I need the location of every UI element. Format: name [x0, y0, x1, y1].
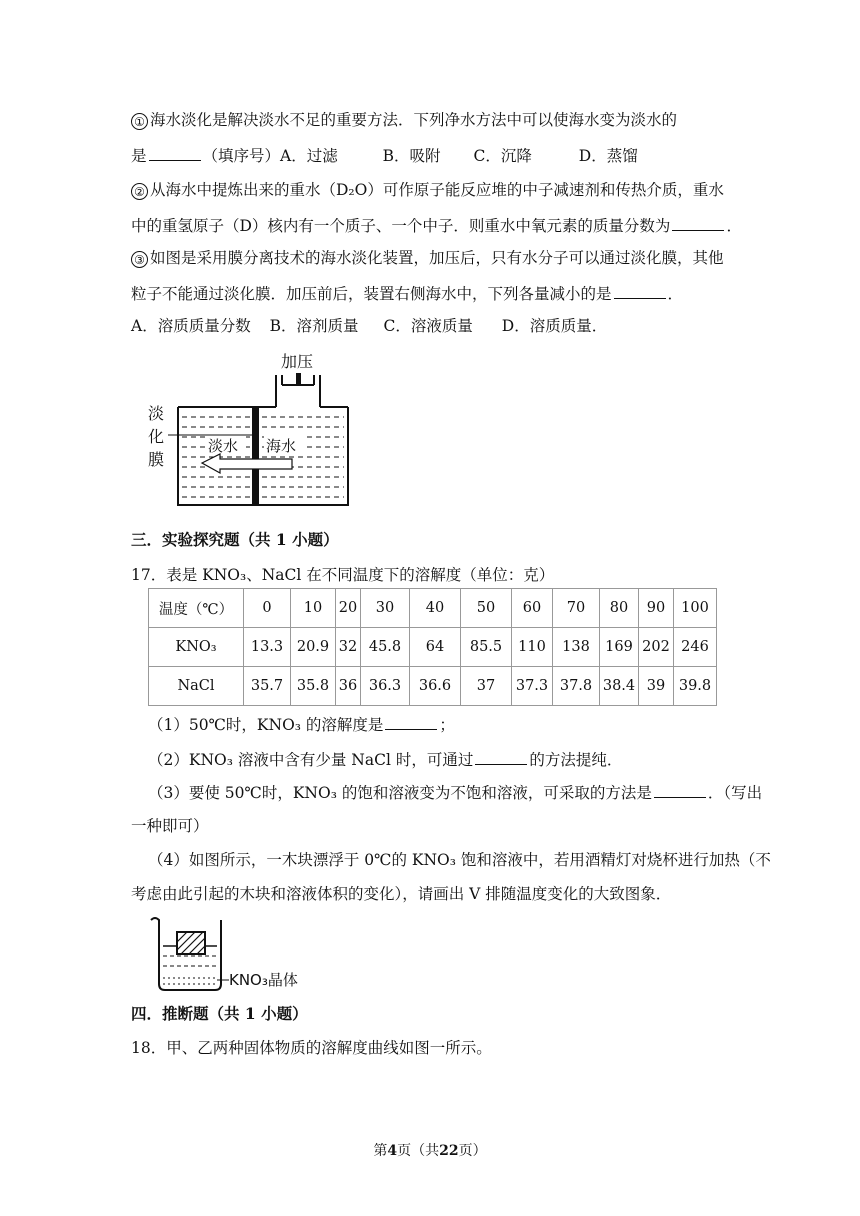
page-footer: 第4页（共22页）: [373, 1143, 487, 1159]
fresh-water-label: 淡水: [208, 437, 239, 455]
q16-p3-options: [131, 316, 607, 336]
section-heading: 三．实验探究题（共 1 小题）: [131, 530, 339, 549]
option-c: C．沉降: [473, 147, 532, 165]
table-cell: 64: [410, 628, 461, 667]
temp-cell: 10: [291, 589, 336, 628]
temp-cell: 30: [361, 589, 410, 628]
answer-blank[interactable]: [475, 749, 527, 765]
sea-water-lines: [262, 417, 344, 497]
table-cell: 110: [512, 628, 553, 667]
temp-cell: 50: [461, 589, 512, 628]
table-row: [149, 589, 717, 628]
answer-blank[interactable]: [654, 782, 706, 798]
crystal-label: KNO₃晶体: [229, 971, 298, 989]
sea-water-label: 海水: [266, 437, 297, 455]
membrane-label-2: 化: [148, 427, 165, 446]
temp-cell: 70: [553, 589, 600, 628]
table-cell: 20.9: [291, 628, 336, 667]
q16-p1-line1: ① 海水淡化是解决淡水不足的重要方法．下列净水方法中可以使海水变为淡水的: [131, 110, 677, 130]
section-heading: 四．推断题（共 1 小题）: [131, 1004, 308, 1023]
temp-cell: 20: [336, 589, 361, 628]
answer-blank[interactable]: [672, 215, 724, 231]
temp-cell: 60: [512, 589, 553, 628]
table-cell: 35.7: [244, 667, 291, 706]
solubility-table: [148, 588, 717, 706]
q16-p2-line2: 中的重氢原子（D）核内有一个质子、一个中子．则重水中氧元素的质量分数为 ．: [131, 217, 742, 235]
membrane: [252, 407, 259, 505]
temp-cell: 100: [674, 589, 717, 628]
row-label: KNO₃: [149, 628, 244, 667]
q16-p3-line1: ③ 如图是采用膜分离技术的海水淡化装置，加压后，只有水分子可以通过淡化膜，其他: [131, 248, 724, 268]
table-cell: 37: [461, 667, 512, 706]
row-label: NaCl: [149, 667, 244, 706]
table-cell: 36.6: [410, 667, 461, 706]
answer-blank[interactable]: [385, 714, 437, 730]
table-cell: 35.8: [291, 667, 336, 706]
crystal-layer: [163, 978, 217, 984]
answer-blank[interactable]: [614, 283, 666, 299]
membrane-label-3: 膜: [148, 450, 165, 469]
option-c: C．溶液质量: [383, 317, 473, 335]
q17-s4-line2: 考虑由此引起的木块和溶液体积的变化），请画出 V 排随温度变化的大致图象．: [131, 885, 672, 903]
table-cell: 169: [600, 628, 639, 667]
table-cell: 85.5: [461, 628, 512, 667]
table-row: [149, 667, 717, 706]
table-cell: 38.4: [600, 667, 639, 706]
table-cell: 13.3: [244, 628, 291, 667]
table-cell: 138: [553, 628, 600, 667]
q17-s1: （1）50℃时，KNO₃ 的溶解度是 ；: [148, 716, 455, 734]
beaker-figure: [145, 912, 315, 994]
table-cell: 39.8: [674, 667, 717, 706]
q18-intro: 18．甲、乙两种固体物质的溶解度曲线如图一所示。: [131, 1039, 492, 1057]
temp-cell: 40: [410, 589, 461, 628]
table-cell: 202: [639, 628, 674, 667]
circled-number: ②: [131, 183, 148, 200]
q17-intro: 17．表是 KNO₃、NaCl 在不同温度下的溶解度（单位：克）: [131, 566, 555, 584]
option-d: D．蒸馏: [578, 147, 638, 165]
option-d: D．溶质质量．: [501, 317, 608, 335]
table-header-label: 温度（℃）: [149, 589, 244, 628]
piston-rod: [296, 373, 301, 385]
q16-p1-line2: 是 （填序号）A．过滤 B．吸附 C．沉降 D．蒸馏: [131, 147, 638, 165]
table-cell: 36: [336, 667, 361, 706]
table-cell: 45.8: [361, 628, 410, 667]
q17-s4-line1: （4）如图所示，一木块漂浮于 0℃的 KNO₃ 饱和溶液中，若用酒精灯对烧杯进行加热（不: [148, 851, 771, 869]
option-b: B．溶剂质量: [269, 317, 359, 335]
option-a: A．溶质质量分数: [131, 317, 251, 335]
tank-outline: [178, 407, 348, 505]
table-cell: 246: [674, 628, 717, 667]
table-cell: 37.3: [512, 667, 553, 706]
desalination-figure: [140, 345, 360, 515]
pressure-label: 加压: [281, 352, 314, 371]
answer-blank[interactable]: [149, 145, 201, 161]
temp-cell: 90: [639, 589, 674, 628]
circled-number: ①: [131, 113, 148, 130]
table-cell: 36.3: [361, 667, 410, 706]
q17-s3: （3）要使 50℃时，KNO₃ 的饱和溶液变为不饱和溶液，可采取的方法是 ．（写出: [148, 784, 763, 802]
q17-s2: （2）KNO₃ 溶液中含有少量 NaCl 时，可通过 的方法提纯．: [148, 751, 623, 769]
solution-lines: [163, 956, 217, 966]
temp-cell: 80: [600, 589, 639, 628]
q16-p2-line1: ② 从海水中提炼出来的重水（D₂O）可作原子能反应堆的中子减速剂和传热介质，重水: [131, 180, 724, 200]
table-cell: 39: [639, 667, 674, 706]
circled-number: ③: [131, 251, 148, 268]
q16-p3-line2: 粒子不能通过淡化膜．加压前后，装置右侧海水中，下列各量减小的是 ．: [131, 285, 684, 303]
page-number: 4: [387, 1143, 398, 1159]
table-cell: 32: [336, 628, 361, 667]
q17-s3-line2: 一种即可）: [131, 817, 209, 835]
total-pages: 22: [439, 1143, 459, 1159]
membrane-label-1: 淡: [148, 404, 165, 423]
temp-cell: 0: [244, 589, 291, 628]
table-row: [149, 628, 717, 667]
table-cell: 37.8: [553, 667, 600, 706]
option-b: B．吸附: [382, 147, 441, 165]
